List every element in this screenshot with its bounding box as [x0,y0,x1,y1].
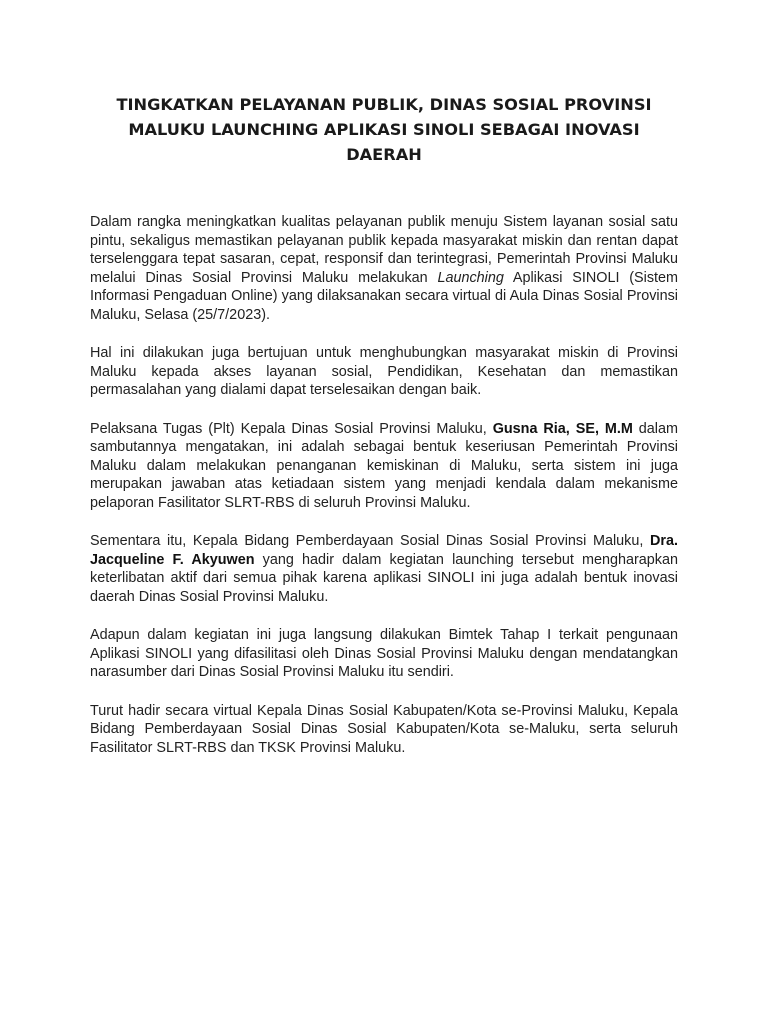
paragraph-1-text-cont: Aplikasi SINOLI (Sistem Informasi Pengaduan Online) yang dilaksanakan secara virtual di Aula Dinas Sosial Provinsi Maluku, Selasa (25/7/2023). [90,269,678,323]
person-name-jacqueline-akyuwen: Dra. Jacqueline F. Akyuwen [90,533,678,568]
article-title [90,92,678,167]
launching-italic-term: Launching [437,269,504,286]
person-name-gusna-ria: Gusna Ria, SE, M.M [492,420,633,437]
paragraph-3-text-cont: dalam sambutannya mengatakan, ini adalah sebagai bentuk keseriusan Pemerintah Provinsi Maluku dalam melakukan penanganan kemiskinan di Maluku, serta sistem ini juga merupakan jawaban atas ketiadaan sistem yang menjadi kendala dalam mekanisme pelaporan Fasilitator SLRT-RBS di seluruh Provinsi Maluku. [90,420,678,511]
paragraph-4-text-cont: yang hadir dalam kegiatan launching tersebut mengharapkan keterlibatan aktif dari semua pihak karena aplikasi SINOLI ini juga adalah bentuk inovasi daerah Dinas Sosial Provinsi Maluku. [90,551,678,605]
paragraph-1-text: Dalam rangka meningkatkan kualitas pelayanan publik menuju Sistem layanan sosial satu pintu, sekaligus memastikan pelayanan publik kepada masyarakat miskin dan rentan dapat terselenggara tepat sasaran, cepat, responsif dan terintegrasi, Pemerintah Provinsi Maluku melalui Dinas Sosial Provinsi Maluku melakukan [90,214,678,286]
paragraph-4-text: Sementara itu, Kepala Bidang Pemberdayaan Sosial Dinas Sosial Provinsi Maluku, [90,533,650,549]
paragraph-1 [90,213,678,324]
paragraph-2: Hal ini dilakukan juga bertujuan untuk menghubungkan masyarakat miskin di Provinsi Maluku kepada akses layanan sosial, Pendidikan, Kesehatan dan memastikan permasalahan yang dialami dapat terselesaikan dengan baik. [90,345,678,398]
paragraph-6: Turut hadir secara virtual Kepala Dinas Sosial Kabupaten/Kota se-Provinsi Maluku, Kepala Bidang Pemberdayaan Sosial Dinas Sosial Kabupaten/Kota se-Maluku, serta seluruh Fasilitator SLRT-RBS dan TKSK Provinsi Maluku. [90,702,678,756]
paragraph-4 [90,532,678,606]
paragraph-3-text: Pelaksana Tugas (Plt) Kepala Dinas Sosial Provinsi Maluku, [90,420,493,437]
title-line-2: MALUKU LAUNCHING APLIKASI SINOLI SEBAGAI INOVASI DAERAH [128,120,640,164]
paragraph-3 [90,420,678,513]
title-line-1: TINGKATKAN PELAYANAN PUBLIK, DINAS SOSIAL PROVINSI [116,95,652,114]
paragraph-5: Adapun dalam kegiatan ini juga langsung dilakukan Bimtek Tahap I terkait pengunaan Aplikasi SINOLI yang difasilitasi oleh Dinas Sosial Provinsi Maluku dengan mendatangkan narasumber dari Dinas Sosial Provinsi Maluku itu sendiri. [90,627,678,680]
